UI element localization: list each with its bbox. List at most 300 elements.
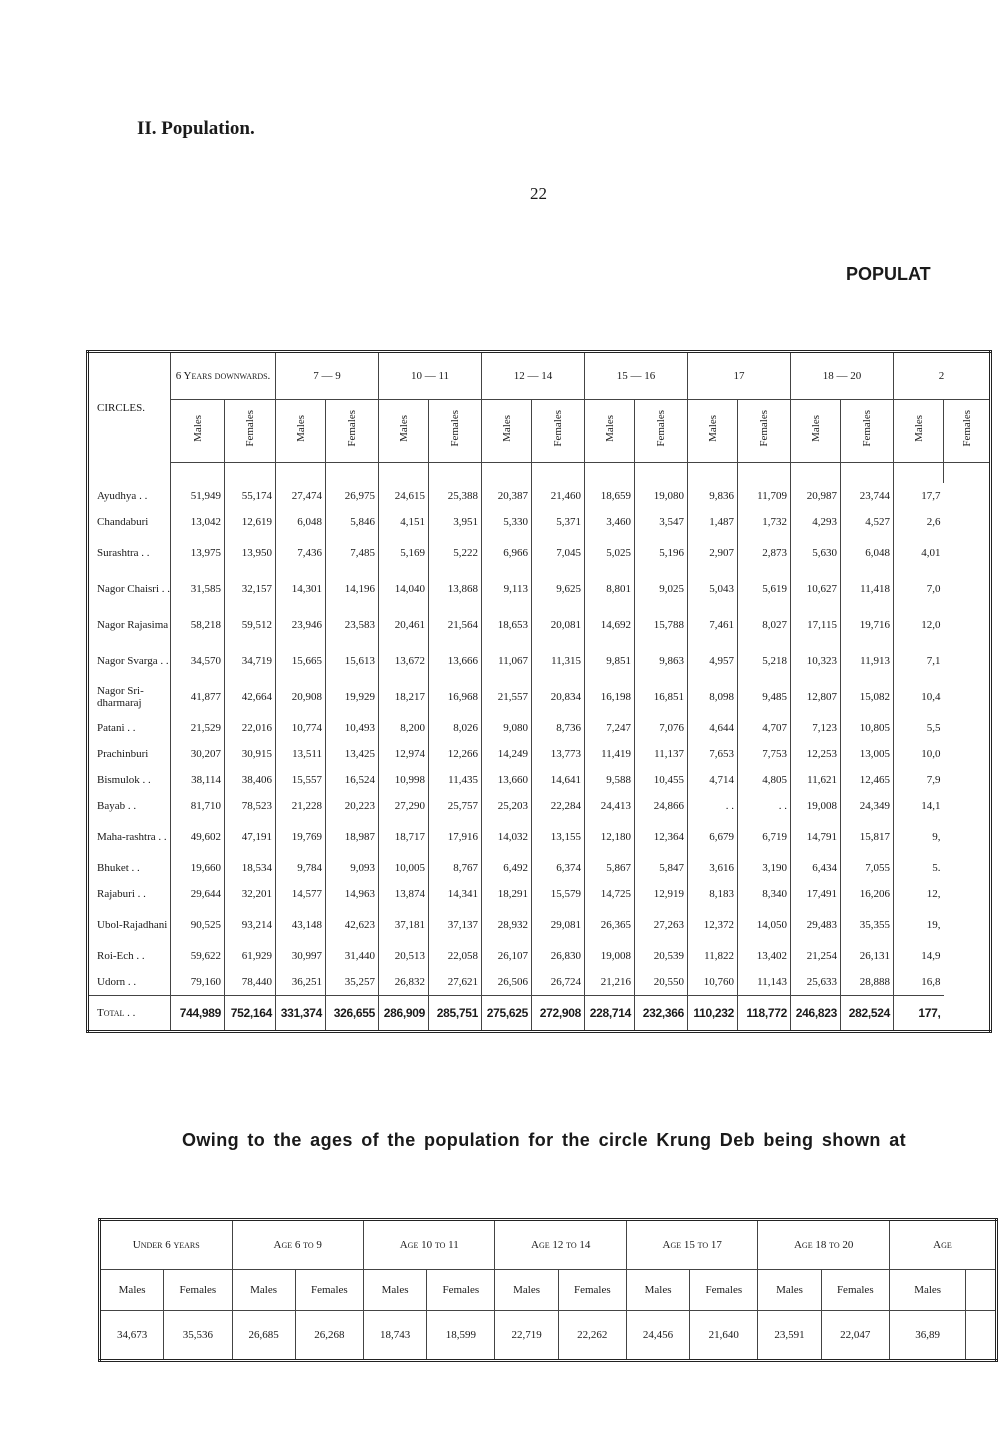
table-cell: 4,805 <box>738 767 791 793</box>
males-header: Males <box>379 400 429 463</box>
age-group-header: 2 <box>894 352 991 400</box>
table-cell: 19,716 <box>841 607 894 643</box>
males-header: Males <box>276 400 326 463</box>
table-row <box>88 943 991 969</box>
females-header: Females <box>429 400 482 463</box>
table-cell: 10,455 <box>635 767 688 793</box>
table-cell: 12,364 <box>635 819 688 855</box>
page-number: 22 <box>530 184 547 203</box>
table-cell: 55,174 <box>225 483 276 509</box>
table-cell: 9,093 <box>326 855 379 881</box>
table-cell: 25,203 <box>482 793 532 819</box>
krung-deb-table-container <box>98 1218 952 1370</box>
population-table <box>86 350 992 1033</box>
table-cell: 23,583 <box>326 607 379 643</box>
table-cell: 26,724 <box>532 969 585 996</box>
table-cell: 22,284 <box>532 793 585 819</box>
table-cell: 38,406 <box>225 767 276 793</box>
table-cell: 14,1 <box>894 793 944 819</box>
table-cell: 12,372 <box>688 907 738 943</box>
table-cell: 21,216 <box>585 969 635 996</box>
table-cell: 7,055 <box>841 855 894 881</box>
table-cell: 11,143 <box>738 969 791 996</box>
table-cell: 34,673 <box>100 1311 164 1361</box>
females-header: Females <box>558 1270 626 1311</box>
table-cell: 5,222 <box>429 535 482 571</box>
table-cell: 16,206 <box>841 881 894 907</box>
table-cell: 18,653 <box>482 607 532 643</box>
table-cell: 5,330 <box>482 509 532 535</box>
table-cell: 13,511 <box>276 741 326 767</box>
circles-header: CIRCLES. <box>88 352 171 463</box>
table-cell: 30,915 <box>225 741 276 767</box>
table-cell: 13,672 <box>379 643 429 679</box>
table-cell: 7,1 <box>894 643 944 679</box>
table-cell: 25,388 <box>429 483 482 509</box>
females-header: Females <box>164 1270 232 1311</box>
table-cell: 20,987 <box>791 483 841 509</box>
table-cell: 1,732 <box>738 509 791 535</box>
table-cell: 22,047 <box>821 1311 889 1361</box>
age-group-header: Age 6 to 9 <box>232 1220 363 1270</box>
spacer-row <box>88 463 991 484</box>
table-cell: 7,436 <box>276 535 326 571</box>
total-cell: 246,823 <box>791 996 841 1032</box>
table-cell: 6,966 <box>482 535 532 571</box>
table-cell: 27,263 <box>635 907 688 943</box>
table-cell: 14,341 <box>429 881 482 907</box>
table-cell: 42,664 <box>225 679 276 715</box>
age-group-header: Age 12 to 14 <box>495 1220 626 1270</box>
table-cell: 81,710 <box>171 793 225 819</box>
males-header: Males <box>100 1270 164 1311</box>
table-cell: 16,198 <box>585 679 635 715</box>
footnote: Owing to the ages of the population for the circle Krung Deb being shown at <box>182 1130 907 1150</box>
table-row <box>100 1311 997 1361</box>
table-cell: 15,817 <box>841 819 894 855</box>
females-header: Females <box>326 400 379 463</box>
table-cell: 6,492 <box>482 855 532 881</box>
age-group-header: 17 <box>688 352 791 400</box>
krung-deb-table <box>98 1218 998 1362</box>
table-cell: 26,506 <box>482 969 532 996</box>
table-cell: 22,719 <box>495 1311 558 1361</box>
table-cell: 8,200 <box>379 715 429 741</box>
table-cell: 21,254 <box>791 943 841 969</box>
females-header: Females <box>635 400 688 463</box>
table-cell: 32,157 <box>225 571 276 607</box>
table-cell: 9,625 <box>532 571 585 607</box>
table-cell: 78,523 <box>225 793 276 819</box>
table-cell: 11,621 <box>791 767 841 793</box>
table-cell: 10,774 <box>276 715 326 741</box>
circle-name: Ayudhya . . <box>88 483 171 509</box>
table-cell: 12,266 <box>429 741 482 767</box>
table-cell: 4,293 <box>791 509 841 535</box>
table-cell: 18,717 <box>379 819 429 855</box>
table-cell: 13,005 <box>841 741 894 767</box>
table-cell: 13,874 <box>379 881 429 907</box>
table-cell: 19,080 <box>635 483 688 509</box>
table-cell: 13,402 <box>738 943 791 969</box>
table-cell: 9,836 <box>688 483 738 509</box>
table-cell <box>966 1311 997 1361</box>
table-cell: 29,644 <box>171 881 225 907</box>
table-cell: 15,579 <box>532 881 585 907</box>
table-cell: 4,01 <box>894 535 944 571</box>
table-cell: 19,929 <box>326 679 379 715</box>
table-cell: 41,877 <box>171 679 225 715</box>
males-header: Males <box>626 1270 689 1311</box>
table-cell: 5,371 <box>532 509 585 535</box>
total-cell: 326,655 <box>326 996 379 1032</box>
table-cell: 7,076 <box>635 715 688 741</box>
males-header: Males <box>758 1270 821 1311</box>
table-cell: 3,190 <box>738 855 791 881</box>
table-cell: 18,599 <box>427 1311 495 1361</box>
age-group-header: Age 10 to 11 <box>363 1220 494 1270</box>
table-cell: 12,807 <box>791 679 841 715</box>
table-row <box>88 643 991 679</box>
table-cell: 13,773 <box>532 741 585 767</box>
table-cell: 8,736 <box>532 715 585 741</box>
table-cell: 26,975 <box>326 483 379 509</box>
population-table-container <box>86 350 973 1100</box>
age-group-header: 18 — 20 <box>791 352 894 400</box>
table-cell: 26,830 <box>532 943 585 969</box>
table-cell: 18,743 <box>363 1311 426 1361</box>
table-cell: 37,137 <box>429 907 482 943</box>
table-cell: 19,660 <box>171 855 225 881</box>
table-cell: 10,627 <box>791 571 841 607</box>
total-cell: 331,374 <box>276 996 326 1032</box>
table-cell: 16,8 <box>894 969 944 996</box>
table-cell: 23,744 <box>841 483 894 509</box>
running-head: POPULAT <box>846 264 931 284</box>
table-cell: 4,957 <box>688 643 738 679</box>
table-cell: 15,082 <box>841 679 894 715</box>
circle-name: Nagor Svarga . . <box>88 643 171 679</box>
table-cell: 31,440 <box>326 943 379 969</box>
table-cell: 20,834 <box>532 679 585 715</box>
table-cell: 24,866 <box>635 793 688 819</box>
table-cell: 93,214 <box>225 907 276 943</box>
table-cell: 13,155 <box>532 819 585 855</box>
table-cell: 5,619 <box>738 571 791 607</box>
table-cell: 35,536 <box>164 1311 232 1361</box>
table-row <box>88 535 991 571</box>
males-header: Males <box>688 400 738 463</box>
table-cell: 7,653 <box>688 741 738 767</box>
table-row <box>88 509 991 535</box>
table-cell: 30,997 <box>276 943 326 969</box>
table-cell: 9,851 <box>585 643 635 679</box>
males-header: Males <box>495 1270 558 1311</box>
table-cell: 36,89 <box>889 1311 965 1361</box>
table-cell: 31,585 <box>171 571 225 607</box>
age-group-header: 10 — 11 <box>379 352 482 400</box>
table-cell: 14,301 <box>276 571 326 607</box>
table-cell: 5. <box>894 855 944 881</box>
table-cell: 28,932 <box>482 907 532 943</box>
table-cell: 25,633 <box>791 969 841 996</box>
table-cell: 21,529 <box>171 715 225 741</box>
table-cell: 18,659 <box>585 483 635 509</box>
population-table-body <box>88 463 991 1032</box>
table-cell: 4,707 <box>738 715 791 741</box>
table-cell: 14,050 <box>738 907 791 943</box>
table-cell: 9,784 <box>276 855 326 881</box>
table-cell: 4,527 <box>841 509 894 535</box>
table-cell: 27,290 <box>379 793 429 819</box>
age-group-header: 7 — 9 <box>276 352 379 400</box>
table-cell: 4,151 <box>379 509 429 535</box>
table-cell: 13,042 <box>171 509 225 535</box>
table-row <box>88 571 991 607</box>
table-cell: 27,474 <box>276 483 326 509</box>
table-row <box>88 855 991 881</box>
table-cell: 5,5 <box>894 715 944 741</box>
circle-name: Patani . . <box>88 715 171 741</box>
table-cell: 7,0 <box>894 571 944 607</box>
table-cell: 17,7 <box>894 483 944 509</box>
total-cell: 228,714 <box>585 996 635 1032</box>
table-cell: 12,180 <box>585 819 635 855</box>
table-cell: 29,483 <box>791 907 841 943</box>
table-cell: 10,0 <box>894 741 944 767</box>
males-header: Males <box>171 400 225 463</box>
table-cell: 3,460 <box>585 509 635 535</box>
table-row <box>88 715 991 741</box>
table-row <box>88 767 991 793</box>
sex-header-row <box>88 400 991 463</box>
table-cell: 42,623 <box>326 907 379 943</box>
table-cell: 14,040 <box>379 571 429 607</box>
table-cell: 5,867 <box>585 855 635 881</box>
table-cell: 25,757 <box>429 793 482 819</box>
circle-name: Chandaburi <box>88 509 171 535</box>
table-cell: 27,621 <box>429 969 482 996</box>
females-header <box>966 1270 997 1311</box>
males-header: Males <box>894 400 944 463</box>
total-cell: 272,908 <box>532 996 585 1032</box>
table-cell: 20,550 <box>635 969 688 996</box>
table-cell: 11,419 <box>585 741 635 767</box>
table-cell: 6,048 <box>276 509 326 535</box>
table-cell: 4,644 <box>688 715 738 741</box>
table-cell: 37,181 <box>379 907 429 943</box>
females-header: Females <box>738 400 791 463</box>
total-label: Total . . <box>88 996 171 1032</box>
table-cell: 5,043 <box>688 571 738 607</box>
age-group-header: Age <box>889 1220 996 1270</box>
total-cell: 275,625 <box>482 996 532 1032</box>
table-cell: 29,081 <box>532 907 585 943</box>
males-header: Males <box>889 1270 965 1311</box>
table-cell: 21,640 <box>690 1311 758 1361</box>
table-cell: 3,547 <box>635 509 688 535</box>
table-cell: 13,425 <box>326 741 379 767</box>
table-cell: 23,591 <box>758 1311 821 1361</box>
table-cell: 16,851 <box>635 679 688 715</box>
table-cell: 12,919 <box>635 881 688 907</box>
age-group-header: Under 6 years <box>100 1220 233 1270</box>
table-cell: 20,223 <box>326 793 379 819</box>
table-cell: 9,080 <box>482 715 532 741</box>
table-cell: 6,434 <box>791 855 841 881</box>
table-cell: 3,616 <box>688 855 738 881</box>
table-cell: 12,619 <box>225 509 276 535</box>
total-cell: 118,772 <box>738 996 791 1032</box>
table-cell: 9,863 <box>635 643 688 679</box>
table-cell: 18,987 <box>326 819 379 855</box>
table-cell: 28,888 <box>841 969 894 996</box>
circle-name: Nagor Sri-dharmaraj <box>88 679 171 715</box>
table-cell: 17,115 <box>791 607 841 643</box>
table-cell: 7,045 <box>532 535 585 571</box>
table-row <box>88 741 991 767</box>
table-cell: 3,951 <box>429 509 482 535</box>
table-cell: 7,753 <box>738 741 791 767</box>
table-cell: 16,524 <box>326 767 379 793</box>
table-row <box>88 969 991 996</box>
total-cell: 232,366 <box>635 996 688 1032</box>
table-cell: 11,137 <box>635 741 688 767</box>
table-cell: 8,801 <box>585 571 635 607</box>
table-cell: 20,081 <box>532 607 585 643</box>
table-cell: 14,725 <box>585 881 635 907</box>
table-cell: 26,365 <box>585 907 635 943</box>
table-cell: 20,908 <box>276 679 326 715</box>
males-header: Males <box>363 1270 426 1311</box>
table-cell: 9,588 <box>585 767 635 793</box>
table-cell: 21,564 <box>429 607 482 643</box>
table-cell: 26,107 <box>482 943 532 969</box>
circle-name: Bismulok . . <box>88 767 171 793</box>
table-cell: 43,148 <box>276 907 326 943</box>
table-cell: 14,032 <box>482 819 532 855</box>
age-group-header: 12 — 14 <box>482 352 585 400</box>
table-row <box>88 793 991 819</box>
table-cell: 6,374 <box>532 855 585 881</box>
females-header: Females <box>821 1270 889 1311</box>
table-cell: 14,692 <box>585 607 635 643</box>
table-cell: 79,160 <box>171 969 225 996</box>
table-cell: 26,832 <box>379 969 429 996</box>
circle-name: Nagor Chaisri . . <box>88 571 171 607</box>
table-cell: 14,196 <box>326 571 379 607</box>
table-cell: 19,769 <box>276 819 326 855</box>
circle-name: Surashtra . . <box>88 535 171 571</box>
females-header: Females <box>841 400 894 463</box>
table-cell: 59,512 <box>225 607 276 643</box>
table-cell: 20,539 <box>635 943 688 969</box>
table-cell: 4,714 <box>688 767 738 793</box>
table-cell: 20,387 <box>482 483 532 509</box>
table-cell: 26,685 <box>232 1311 295 1361</box>
table-row <box>88 881 991 907</box>
table-cell: 11,418 <box>841 571 894 607</box>
table-cell: 12,0 <box>894 607 944 643</box>
females-header: Females <box>295 1270 363 1311</box>
table-cell: 47,191 <box>225 819 276 855</box>
circle-name: Prachinburi <box>88 741 171 767</box>
table-cell: 17,916 <box>429 819 482 855</box>
table-cell: 35,355 <box>841 907 894 943</box>
age-group-header: 6 Years downwards. <box>171 352 276 400</box>
table-cell: 13,666 <box>429 643 482 679</box>
table-cell: 1,487 <box>688 509 738 535</box>
circle-name: Bhuket . . <box>88 855 171 881</box>
table-cell: 8,026 <box>429 715 482 741</box>
females-header: Females <box>225 400 276 463</box>
table-cell: 24,615 <box>379 483 429 509</box>
circle-name: Nagor Rajasima <box>88 607 171 643</box>
total-row <box>88 996 991 1032</box>
table-cell: 5,847 <box>635 855 688 881</box>
table-cell: 8,767 <box>429 855 482 881</box>
table-cell: 7,461 <box>688 607 738 643</box>
males-header: Males <box>791 400 841 463</box>
age-group-header: Age 15 to 17 <box>626 1220 757 1270</box>
age-group-header: 15 — 16 <box>585 352 688 400</box>
table-cell: 5,025 <box>585 535 635 571</box>
table-cell: 2,907 <box>688 535 738 571</box>
table-cell: 5,846 <box>326 509 379 535</box>
table-cell: 9,025 <box>635 571 688 607</box>
table-cell: 58,218 <box>171 607 225 643</box>
table-cell: 6,048 <box>841 535 894 571</box>
table-cell: 13,660 <box>482 767 532 793</box>
table-cell: 8,098 <box>688 679 738 715</box>
table-cell: 15,665 <box>276 643 326 679</box>
table-cell: 6,679 <box>688 819 738 855</box>
table-cell: 10,493 <box>326 715 379 741</box>
table-cell: 19, <box>894 907 944 943</box>
table-cell: 21,557 <box>482 679 532 715</box>
table-cell: 10,4 <box>894 679 944 715</box>
table-cell: 9,485 <box>738 679 791 715</box>
males-header: Males <box>585 400 635 463</box>
table-cell: 12,253 <box>791 741 841 767</box>
males-header: Males <box>232 1270 295 1311</box>
table-cell: 38,114 <box>171 767 225 793</box>
table-cell: 61,929 <box>225 943 276 969</box>
table-cell: 7,123 <box>791 715 841 741</box>
total-cell: 110,232 <box>688 996 738 1032</box>
table-cell: 24,413 <box>585 793 635 819</box>
table-row <box>88 679 991 715</box>
table-cell: 18,534 <box>225 855 276 881</box>
sex-header-row <box>100 1270 997 1311</box>
table-cell: 10,323 <box>791 643 841 679</box>
table-row <box>88 819 991 855</box>
table-cell: 11,067 <box>482 643 532 679</box>
section-title: II. Population. <box>137 118 255 139</box>
table-cell: 26,131 <box>841 943 894 969</box>
table-cell: 12,465 <box>841 767 894 793</box>
circle-name: Maha-rashtra . . <box>88 819 171 855</box>
table-cell: 9,113 <box>482 571 532 607</box>
females-header: Females <box>944 400 991 463</box>
table-cell: 9, <box>894 819 944 855</box>
table-cell: 14,963 <box>326 881 379 907</box>
total-cell: 177, <box>894 996 944 1032</box>
table-cell: 5,218 <box>738 643 791 679</box>
table-cell: 14,791 <box>791 819 841 855</box>
total-cell: 752,164 <box>225 996 276 1032</box>
table-row <box>88 907 991 943</box>
